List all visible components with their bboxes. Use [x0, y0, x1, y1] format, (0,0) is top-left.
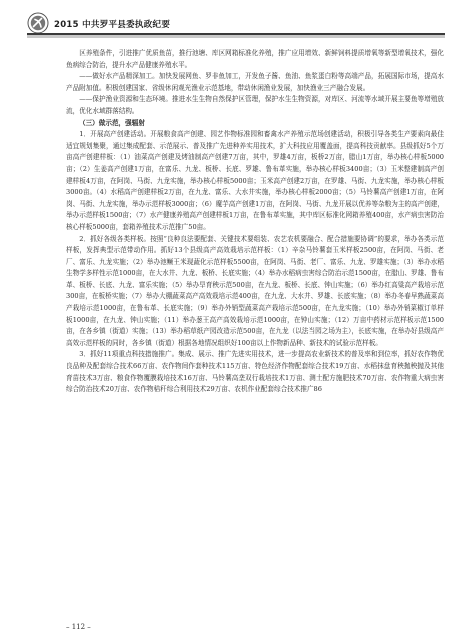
paragraph: ——保护渔业资源和生态环境。推进水生生物自然保护区管理，保护水生生物资源，对库区、河流等水域开展主要鱼等增殖放流，优化水域群落结构。: [66, 95, 444, 115]
header-rule-shade: [27, 35, 445, 38]
party-emblem-icon: [27, 12, 49, 34]
paragraph: 区养殖条件，引进推广优质鱼苗，推行池塘、库区网箱标准化养殖，推广应用增效、新鲜饲料提质增氧等新型增氧技术，强化鱼病综合防治，提升水产品健康养殖水平。: [66, 49, 444, 69]
paragraph: ——做好水产品精深加工。加快发展网鱼、罗非鱼加工，开发鱼子酱、鱼油、鱼浆蛋白粉等高端产品，拓展国际市场，提高水产品附加值。积极创建国家、省级休闲观光渔业示范基地，带动休闲渔业发展，加快渔业三产融合发展。: [66, 72, 444, 92]
paragraph: 1．开展高产创建活动。开展粮食高产创建、园艺作物标准园和畜禽水产养殖示范场创建活动，积极引导各类生产要素向最佳适宜规划集聚，通过集成配套、示范展示、普及推广先进种养实用技术，扩大科技应用覆盖面，提高科技贡献率。县级抓好5个万亩高产创建样板：（1）油菜高产创建及烤油制高产创建7万亩，其中，罗雄4万亩，板桥2万亩，腊山1万亩，举办核心样板5000亩；（2）生姜高产创建1万亩，在富乐、九龙、板桥、长底、罗雄、鲁布革实施，举办核心样板3400亩；（3）玉米整建制高产创建样板4万亩，在阿岗、马街、九龙实施，举办核心样板5000亩；玉米高产创建2万亩，在罗雄、马街、九龙实施，举办核心样板3000亩。（4）水稻高产创建样板2万亩，在九龙、富乐、大水井实施，举办核心样板2000亩；（5）马铃薯高产创建1万亩，在阿岗、马街、九龙实施，举办示范样板3000亩；（6）魔芋高产创建1万亩，在阿岗、马街、九龙开展以优养等杂粮为主的高产创建，举办示范样板1500亩；（7）水产健康养殖高产创建样板1万亩，在鲁布革实施，其中库区标准化网箱养殖400亩，水产病虫害防治核心样板5000亩，套箱养殖技术示范推广50亩。: [66, 130, 444, 231]
paragraph: 2．抓好各级各类样板。按照“良种良法要配套、关键技术要组装、农艺农机要融合、配合措施要协调”的要求，举办各类示范样板，发挥典型示范带动作用。抓好13个县级高产高效栽培示范样板：（1）辛杂马铃薯套玉米样板2500亩，在阿岗、马街、老厂、富乐、九龙实施；（2）举办池鳜王米现蔬化示范样板5500亩，在阿岗、马街、老厂、富乐、九龙、罗雄实施；（3）举办水稻生物学多样性示范1000亩，在大水井、九龙、板桥、长底实施；（4）举办水稻病虫害综合防治示范1500亩，在腊山、罗雄、鲁布革、板桥、长底、九龙、富乐实施；（5）举办旱育秧示范500亩，在九龙、板桥、长底、钟山实施；（6）举办红高粱高产栽培示范300亩，在板桥实施；（7）举办大棚蔬菜高产高效栽培示范400亩，在九龙、大水井、罗雄、长底实施；（8）举办冬春早熟蔬菜高产栽培示范1000亩，在鲁布革、长底实施；（9）举办外销型蔬菜高产栽培示范500亩，在九龙实施；（10）举办外销菜椒订单样板1000亩，在九龙、钟山实施；（11）举办葱王高产高效栽培示范1000亩，在钟山实施；（12）万亩中药材示范样板示范1500亩，在各乡镇（街道）实施；（13）举办稻草纸产园改造示范500亩，在九龙（以法当园之场为主），长底实施，在举办好县级高产高效示范样板的同时，各乡镇（街道）根据各地情况组织好100亩以上作物新品种、新技术的试验示范样板。: [66, 234, 444, 347]
body-text: [66, 48, 444, 396]
page-header: [0, 0, 471, 50]
paragraph: 3．抓好11项重点科技措施推广。集成、展示、推广先进实用技术，进一步提高农业新技术的普及率和到位率，抓好农作物优良品种及配套综合技术66万亩、农作物间作套种技术115万亩、特色经济作物配套综合技术19万亩、水稻抹盘育秧抛秧抛及其他育苗技术3万亩、粮食作物覆膜栽培技术16万亩、马铃薯高垄双行栽培技术1万亩、测土配方施肥技术70万亩、农作物重大病虫害综合防治技术20万亩、农作物秸秆综合利用技术29万亩、农机作业配套综合技术推广86: [66, 350, 444, 394]
running-title: 2015 中共罗平县委执政纪要: [54, 20, 171, 30]
section-heading: （三）做示范，强辐射: [79, 118, 145, 127]
page-number: – 112 –: [66, 623, 91, 631]
